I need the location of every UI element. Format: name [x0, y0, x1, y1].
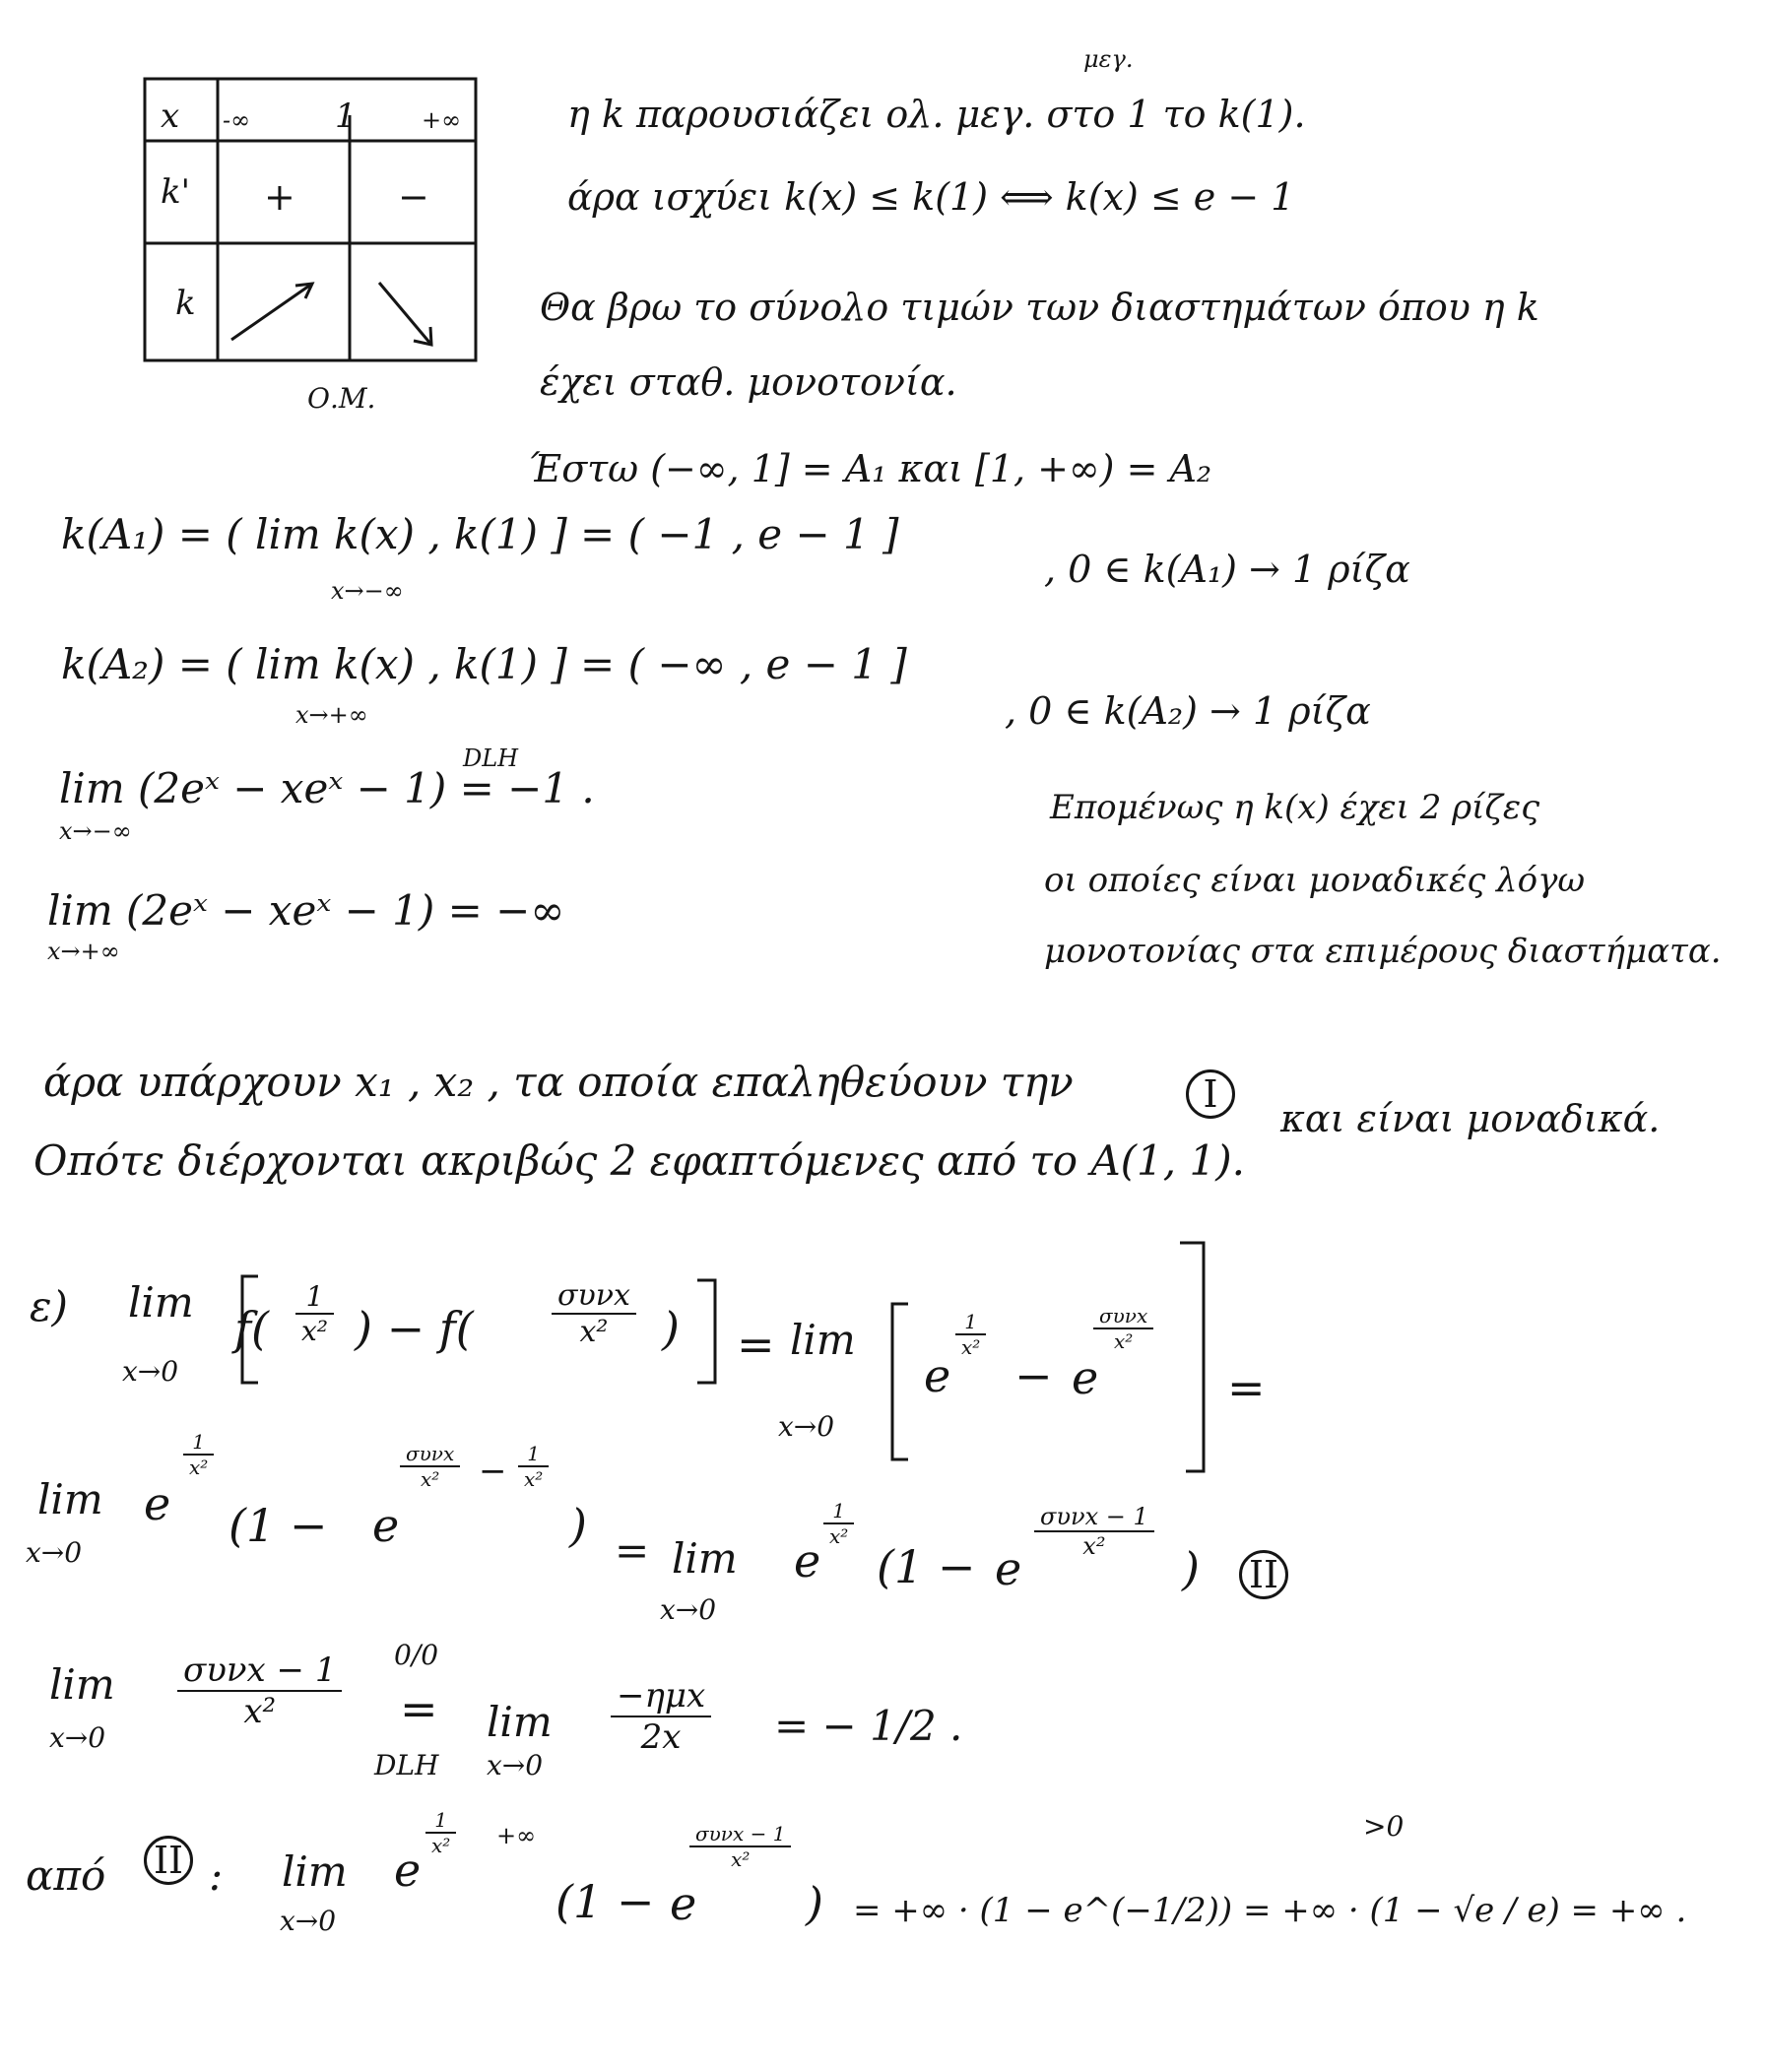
- conclusion-line1-end: και είναι μοναδικά.: [1280, 1097, 1661, 1140]
- line-range-intro: Θα βρω το σύνολο τιμών των διαστημάτων όπου η k: [540, 286, 1539, 329]
- part-e-sub2: x→0: [778, 1410, 835, 1443]
- part-e-minus1: −: [1014, 1349, 1053, 1402]
- table-deriv-label: k': [161, 172, 190, 212]
- conclusion-line1: άρα υπάρχουν x₁ , x₂ , τα οποία επαληθεύουν την: [43, 1058, 1074, 1106]
- frac-1-over-x2-b: $\frac{1}{\text{x²}}$: [955, 1310, 986, 1359]
- line2-sub: x→0: [26, 1536, 83, 1569]
- frac-cosx-over-x2-b: συνx x²: [1093, 1304, 1153, 1353]
- final-gt0: >0: [1363, 1810, 1405, 1843]
- line2-minus: −: [479, 1452, 507, 1491]
- part-e-lim2: lim: [790, 1316, 856, 1364]
- note-above-line1: μεγ.: [1083, 45, 1134, 73]
- line2-frac-cosx-1-x2: συνx − 1 x²: [1034, 1503, 1154, 1560]
- part-e-label: ε): [30, 1282, 68, 1330]
- final-e2: e: [670, 1877, 697, 1930]
- line-intervals: Έστω (−∞, 1] = A₁ και [1, +∞) = A₂: [528, 447, 1212, 490]
- kA1-note: , 0 ∈ k(A₁) → 1 ρίζα: [1044, 548, 1410, 591]
- final-open: (1 −: [556, 1875, 655, 1928]
- line-monotonic: έχει σταθ. μονοτονία.: [540, 360, 957, 404]
- line2-lim: lim: [37, 1475, 103, 1523]
- kA1-sub: x→−∞: [331, 577, 404, 605]
- final-chain: = +∞ · (1 − e^(−1/2)) = +∞ · (1 − √e / e) = +∞ .: [853, 1891, 1687, 1930]
- lim3-eq: =: [400, 1682, 438, 1735]
- line2-e3: e: [794, 1534, 821, 1587]
- final-lim: lim: [282, 1847, 348, 1896]
- line2-close: ): [569, 1499, 587, 1552]
- lim3-sub2: x→0: [487, 1749, 544, 1781]
- line2-frac-1-x2-b: $\frac{1}{\text{x²}}$: [518, 1442, 549, 1491]
- final-sub: x→0: [280, 1905, 337, 1937]
- roots-line1: Επομένως η k(x) έχει 2 ρίζες: [1050, 788, 1540, 827]
- line2-frac-1-x2-c: $\frac{1}{\text{x²}}$: [823, 1499, 854, 1548]
- circle-II-badge-b: II: [144, 1836, 193, 1885]
- line2-sub2: x→0: [660, 1593, 717, 1626]
- line-max: η k παρουσιάζει ολ. μεγ. στο 1 το k(1).: [567, 93, 1306, 136]
- part-e-f3: ): [662, 1302, 680, 1355]
- table-deriv-minus: −: [398, 175, 429, 219]
- frac-1-over-x2-a: $\frac{1}{\text{x²}}$: [295, 1280, 334, 1347]
- part-e-exp-e2: e: [1072, 1351, 1099, 1404]
- part-e-exp-e1: e: [924, 1349, 951, 1402]
- conclusion-line2: Οπότε διέρχονται ακριβώς 2 εφαπτόμενες από το A(1, 1).: [33, 1136, 1245, 1185]
- lim3-frac: συνx − 1 x²: [177, 1651, 342, 1731]
- line2-e2: e: [372, 1499, 400, 1552]
- lim2-expression: lim (2eˣ − xeˣ − 1) = −∞: [47, 886, 565, 935]
- table-func-label: k: [175, 284, 196, 323]
- line2-frac-1-x2: $\frac{1}{\text{x²}}$: [183, 1430, 214, 1479]
- kA2-note: , 0 ∈ k(A₂) → 1 ρίζα: [1005, 689, 1371, 733]
- roots-line2: οι οποίες είναι μοναδικές λόγω: [1044, 861, 1586, 900]
- table-deriv-plus: +: [264, 175, 295, 219]
- line2-frac-cosx-x2: συνx x²: [400, 1442, 460, 1491]
- part-e-eq2: =: [1227, 1361, 1266, 1414]
- final-apo: από: [26, 1851, 106, 1900]
- part-e-lim: lim: [128, 1278, 194, 1327]
- line2-lim2: lim: [672, 1534, 738, 1583]
- circle-II-badge: II: [1239, 1550, 1288, 1599]
- final-close: ): [806, 1877, 823, 1930]
- lim3-lim: lim: [49, 1660, 115, 1709]
- line2-open2: (1 −: [877, 1540, 976, 1593]
- final-frac-1-x2: $\frac{1}{\text{x²}}$: [425, 1808, 456, 1857]
- lim3-dlh: DLH: [374, 1749, 439, 1781]
- lim1-dlh: DLH: [463, 745, 519, 772]
- table-header-minus-inf: -∞: [223, 106, 251, 134]
- kA1-expression: k(A₁) = ( lim k(x) , k(1) ] = ( −1 , e − 1 ]: [61, 510, 899, 558]
- line2-close2: ): [1182, 1542, 1200, 1595]
- final-e: e: [394, 1844, 422, 1897]
- lim3-lim2: lim: [487, 1698, 553, 1746]
- final-colon: :: [209, 1851, 224, 1900]
- line2-eq: =: [615, 1526, 650, 1575]
- lim2-sub: x→+∞: [47, 938, 120, 965]
- final-frac-cosx-1-x2: συνx − 1 x²: [689, 1822, 791, 1871]
- lim3-zero-over-zero: 0/0: [394, 1639, 439, 1671]
- line2-e4: e: [995, 1542, 1022, 1595]
- lim1-sub: x→−∞: [59, 817, 132, 845]
- table-note: Ο.Μ.: [307, 382, 376, 415]
- part-e-f1: f(: [234, 1302, 269, 1355]
- lim3-sub: x→0: [49, 1721, 106, 1754]
- roots-line3: μονοτονίας στα επιμέρους διαστήματα.: [1044, 932, 1722, 971]
- line2-e: e: [144, 1477, 171, 1530]
- part-e-f2: ) − f(: [355, 1302, 474, 1355]
- kA2-expression: k(A₂) = ( lim k(x) , k(1) ] = ( −∞ , e − 1 ]: [61, 640, 907, 688]
- circle-I-badge: I: [1186, 1069, 1235, 1119]
- lim3-result: = − 1/2 .: [774, 1702, 963, 1750]
- lim3-frac2: −ημx 2x: [611, 1676, 711, 1757]
- final-circle-II: [144, 1836, 193, 1885]
- table-header-plus-inf: +∞: [422, 106, 462, 134]
- frac-cosx-over-x2-a: συνx x²: [552, 1278, 636, 1349]
- final-plus-inf: +∞: [496, 1822, 537, 1849]
- line-inequality: άρα ισχύει k(x) ≤ k(1) ⟺ k(x) ≤ e − 1: [567, 175, 1295, 219]
- table-header-one: 1: [335, 97, 357, 136]
- line2-open: (1 −: [229, 1499, 328, 1552]
- table-header-x: x: [161, 97, 180, 136]
- circle-II-a: [1239, 1550, 1288, 1599]
- lim1-expression: lim (2eˣ − xeˣ − 1) = −1 .: [59, 764, 595, 812]
- kA2-sub: x→+∞: [295, 701, 368, 729]
- part-e-sub: x→0: [122, 1355, 179, 1388]
- part-e-eq1: =: [737, 1318, 775, 1371]
